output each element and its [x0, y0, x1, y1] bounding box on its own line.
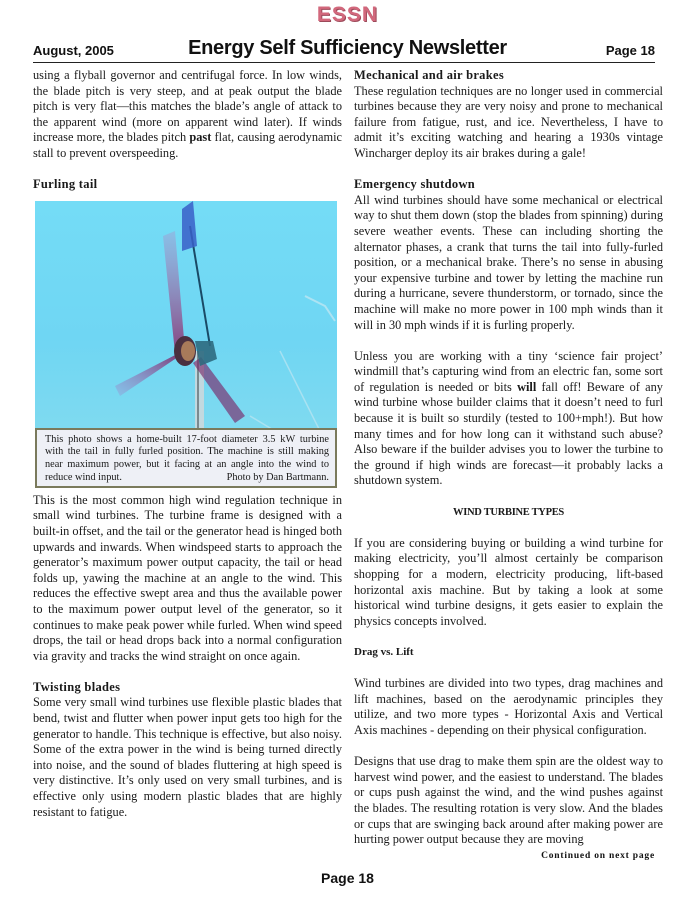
emphasis-past: past	[189, 130, 212, 145]
types-paragraph: If you are considering buying or building a wind turbine for making electricity, you’ll almost certainly be comparison shopping for a modern, electricity producing, lift-based horizontal axis machine. But by taking a look at some historical wind turbine designs, it gets easier to explain the physics concepts involved.	[354, 535, 663, 628]
drag-paragraph-2: Designs that use drag to make them spin are the oldest way to harvest wind power, and the easiest to understand. The blades or cups push against the wind, and the wind pushes against the blades. The resulting rotation is very slow. And the blades or cups that are swinging back around after making power are hurting power output because they are moving	[354, 754, 663, 847]
furling-tail-heading: Furling tail	[33, 177, 98, 192]
photo-caption: This photo shows a home-built 17-foot diameter 3.5 kW turbine with the tail in fully furled position. The machine is still making near maximum power, but it facing at an angle into the wind to reduce wind input. Photo by Dan Bartmann.	[45, 433, 329, 483]
wind-turbine-illustration	[35, 201, 337, 431]
essn-logo: ESSN	[316, 3, 379, 26]
brakes-heading: Mechanical and air brakes	[354, 68, 504, 82]
issue-date: August, 2005	[33, 43, 114, 58]
turbine-photo	[35, 201, 337, 431]
twisting-paragraph: Some very small wind turbines use flexible plastic blades that bend, twist and flutter when power input gets too high for the generator to handle. This technique is effective, but also noisy. Some of the extra power in the wind is being turned directly into noise, and the sound of blades fluttering at high speed is very distinctive. It’s only used on very small turbines, and is effective only using modern plastic blades that are highly resistant to fatigue.	[33, 695, 342, 819]
shutdown-paragraph: All wind turbines should have some mechanical or electrical way to shut them down (stop the blades from spinning) during severe weather events. These can including shorting the alternator phases, a crank that turns the tail into fully-furled position, or a mechanical brake. There’s no sense in abusing your expensive turbine and tower by letting the machine run during a hurricane, severe thunderstorm, or tornado, since the machine will make no more power in 100 mph winds than it will in 30 mph winds if it is furling properly.	[354, 192, 663, 332]
masthead	[0, 0, 695, 59]
regulation-paragraph: Unless you are working with a tiny ‘science fair project’ windmill that’s capturing wind from an electric fan, some sort of regulation is needed or bits will fall off! Beware of any wind turbine whose builder claims that it doesn’t need to furl because it is built so sturdily (tested to 100+mph!). But how many times and for how long can it withstand such abuse? Also beware if the builder advises you to lower the turbine to the ground if high winds are forecast—it probably lacks a shutdown system.	[354, 348, 663, 488]
furling-paragraph: This is the most common high wind regulation technique in small wind turbines. The turbine frame is designed with a built-in offset, and the tail or the generator head is hinged both upwards and inwards. When windspeed starts to approach the generator’s maximum power output capacity, the tail or head folds up, yawing the machine at an angle to the wind. This reduces the effective swept area and thus the available power to the maximum power output level of the generator, so it continues to make peak power while furled. When wind speed drops, the tail or head drops back into a normal configuration via gravity and tracks the wind straight on once again.	[33, 492, 342, 663]
newsletter-title: Energy Self Sufficiency Newsletter	[188, 37, 507, 59]
wind-turbine-types-heading: WIND TURBINE TYPES	[453, 506, 564, 518]
footer-page-number: Page 18	[321, 870, 374, 886]
photo-credit: Photo by Dan Bartmann.	[226, 471, 329, 483]
left-column	[33, 68, 342, 820]
drag-vs-lift-heading: Drag vs. Lift	[354, 645, 414, 658]
drag-paragraph-1: Wind turbines are divided into two types, drag machines and lift machines, based on the aerodynamic principles they utilize, and two more types - Horizontal Axis and Vertical Axis machines - depending on their physical configuration.	[354, 676, 663, 737]
emergency-shutdown-heading: Emergency shutdown	[354, 177, 476, 192]
continued-notice: Continued on next page	[541, 851, 655, 861]
right-column	[354, 68, 663, 848]
flyball-paragraph: using a flyball governor and centrifugal force. In low winds, the blade pitch is very steep, and at peak output the blade pitch is very flat—this matches the blade’s angle of attack to the apparent wind (more on apparent wind later). If winds increase more, the blades pitch past flat, causing aerodynamic stall to prevent overspeeding.	[33, 68, 343, 160]
header-page-number: Page 18	[605, 43, 655, 58]
header-divider	[33, 62, 655, 63]
photo-caption-box	[35, 428, 337, 488]
twisting-blades-heading: Twisting blades	[33, 679, 121, 694]
emphasis-will: will	[517, 379, 537, 394]
brakes-paragraph: These regulation techniques are no longer used in commercial turbines because they are very noisy and prone to mechanical failure from fatigue, rust, and ice. Nevertheless, I have to admit it’s exciting watching and hearing a 1930s vintage Wincharger deploy its air brakes during a gale!	[354, 83, 663, 160]
turbine-photo-figure	[35, 201, 337, 486]
